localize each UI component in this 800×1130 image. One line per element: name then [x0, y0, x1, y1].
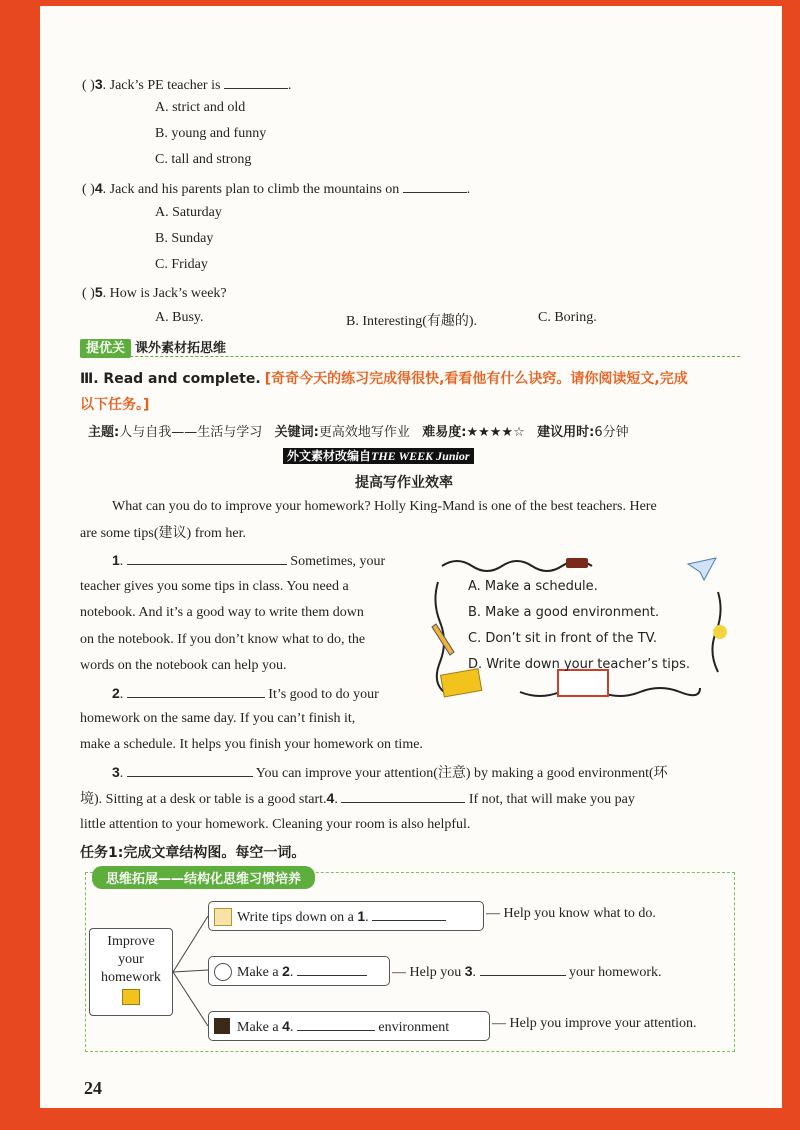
question-number: 4: [94, 180, 103, 196]
question-number: 3: [94, 76, 103, 92]
mind-map-root: [89, 928, 173, 1016]
blank-number: 3: [464, 963, 473, 979]
keyword: 更高效地写作业: [318, 425, 410, 440]
answer-blank[interactable]: [224, 74, 288, 89]
blank-number: 3: [112, 764, 120, 780]
passage-p2-line1: 2. It’s good to do your: [112, 685, 379, 702]
branch-text: your homework.: [569, 965, 662, 980]
branch-3-result: — Help you improve your attention.: [492, 1016, 697, 1031]
part3-heading: Ⅲ. Read and complete.: [80, 371, 261, 387]
question-number: 5: [94, 284, 103, 300]
passage-text: It’s good to do your: [268, 687, 379, 702]
mindmap-blank-2[interactable]: [297, 961, 367, 976]
answer-paren-3[interactable]: ( ): [82, 78, 95, 93]
option: C. tall and strong: [155, 152, 252, 167]
passage-line: teacher gives you some tips in class. You need a: [80, 579, 349, 594]
branch-1-result: — Help you know what to do.: [486, 906, 656, 921]
passage-line: words on the notebook can help you.: [80, 658, 287, 673]
notepad-icon: [214, 908, 232, 926]
question-5: ( )5. How is Jack’s week?: [82, 284, 227, 301]
branch-text: Write tips down on a: [237, 910, 354, 925]
source-name: THE WEEK Junior: [371, 449, 470, 463]
blank-number: 4: [282, 1018, 290, 1034]
mindmap-blank-4[interactable]: [297, 1016, 375, 1031]
difficulty-label: 难易度:: [422, 425, 467, 440]
homework-icon: [122, 989, 140, 1005]
answer-paren-5[interactable]: ( ): [82, 286, 95, 301]
question-4: ( )4. Jack and his parents plan to climb the mountains on .: [82, 180, 471, 197]
mindmap-blank-3[interactable]: [480, 961, 566, 976]
answer-blank-1[interactable]: [127, 550, 287, 565]
time-label: 建议用时:: [537, 425, 595, 440]
eraser-icon: [566, 558, 588, 568]
lightbulb-icon: [713, 625, 727, 639]
passage-intro-2: are some tips(建议) from her.: [80, 526, 247, 541]
source-banner: [283, 447, 474, 465]
notebook-icon: [441, 669, 482, 697]
source-prefix: 外文素材改编自: [287, 449, 372, 463]
blank-number: 1: [112, 552, 120, 568]
task-instruction: 任务1:完成文章结构图。每空一词。: [80, 845, 306, 861]
keyword-label: 关键词:: [274, 425, 319, 440]
part3-instruction: [奇奇今天的练习完成得很快,看看他有什么诀窍。请你阅读短文,完成: [264, 371, 688, 387]
blank-number: 2: [112, 685, 120, 701]
part3-instruction-2: 以下任务。]: [80, 397, 150, 413]
passage-p1-line1: 1. Sometimes, your: [112, 552, 386, 569]
desk-icon: [214, 1018, 230, 1034]
tip-box-frame: [430, 552, 730, 708]
theme: 人与自我——生活与学习: [119, 425, 263, 440]
tip-option: B. Make a good environment.: [468, 605, 660, 620]
schedule-icon: [214, 963, 232, 981]
root-line: Improve: [107, 934, 155, 949]
branch-1: Write tips down on a 1.: [208, 901, 484, 931]
paper-plane-icon: [688, 558, 716, 580]
mindmap-blank-1[interactable]: [372, 906, 446, 921]
passage-line: make a schedule. It helps you finish your homework on time.: [80, 737, 423, 752]
answer-blank-3[interactable]: [127, 762, 253, 777]
section-divider: [80, 356, 740, 357]
passage-title: 提高写作业效率: [355, 475, 453, 491]
blank-number: 2: [282, 963, 290, 979]
tip-option: A. Make a schedule.: [468, 579, 598, 594]
passage-p3-line2: 境). Sitting at a desk or table is a good start.4. If not, that will make you pay: [80, 790, 635, 807]
theme-label: 主题:: [88, 425, 120, 440]
passage-line: on the notebook. If you don’t know what to do, the: [80, 632, 366, 647]
passage-line: little attention to your homework. Cleaning your room is also helpful.: [80, 817, 471, 832]
blank-number: 4: [326, 790, 335, 806]
answer-paren-4[interactable]: ( ): [82, 182, 95, 197]
question-text: How is Jack’s week?: [109, 286, 227, 301]
passage-line: notebook. And it’s a good way to write them down: [80, 605, 364, 620]
option: C. Friday: [155, 257, 208, 272]
branch-2: Make a 2.: [208, 956, 390, 986]
option: B. Sunday: [155, 231, 214, 246]
passage-text: You can improve your attention(注意) by making a good environment(环: [255, 766, 668, 781]
question-text: Jack’s PE teacher is: [109, 78, 224, 93]
section-title: 课外素材拓思维: [135, 341, 227, 356]
meta-line: [88, 421, 629, 440]
open-book-icon: [558, 670, 608, 696]
difficulty-stars: ★★★★☆: [466, 425, 525, 440]
option: A. strict and old: [155, 100, 246, 115]
section-tag: 提优关: [80, 339, 131, 358]
passage-line: homework on the same day. If you can’t finish it,: [80, 711, 356, 726]
branch-text: Make a: [237, 1020, 279, 1035]
passage-text: Sometimes, your: [290, 554, 386, 569]
mind-map-tag: 思维拓展——结构化思维习惯培养: [92, 866, 315, 889]
option: B. young and funny: [155, 126, 267, 141]
time: 6分钟: [594, 425, 629, 440]
part3-heading-line: [80, 368, 688, 388]
option: B. Interesting(有趣的).: [346, 314, 478, 329]
passage-text: 境). Sitting at a desk or table is a good start.: [80, 792, 327, 807]
option: C. Boring.: [538, 310, 597, 325]
branch-text: Make a: [237, 965, 279, 980]
tip-option: C. Don’t sit in front of the TV.: [468, 631, 657, 646]
root-line: your: [118, 952, 144, 967]
branch-2-result: — Help you 3. your homework.: [392, 963, 662, 980]
option: A. Busy.: [155, 310, 204, 325]
question-3: ( )3. Jack’s PE teacher is .: [82, 76, 292, 93]
branch-text: — Help you: [392, 965, 462, 980]
root-line: homework: [101, 970, 161, 985]
passage-text: If not, that will make you pay: [468, 792, 635, 807]
section-header: [80, 337, 226, 357]
answer-blank-2[interactable]: [127, 683, 265, 698]
passage-intro-1: What can you do to improve your homework? Holly King-Mand is one of the best teachers. Here: [112, 499, 657, 514]
answer-blank[interactable]: [403, 178, 467, 193]
passage-p3-line1: 3. You can improve your attention(注意) by making a good environment(环: [112, 764, 668, 781]
page-number: 24: [84, 1078, 102, 1098]
option: A. Saturday: [155, 205, 222, 220]
tip-option: D. Write down your teacher’s tips.: [468, 657, 690, 672]
answer-blank-4[interactable]: [341, 788, 465, 803]
blank-number: 1: [357, 908, 366, 924]
branch-text: environment: [378, 1020, 450, 1035]
branch-3: Make a 4. environment: [208, 1011, 490, 1041]
question-text: Jack and his parents plan to climb the mountains on: [109, 182, 403, 197]
